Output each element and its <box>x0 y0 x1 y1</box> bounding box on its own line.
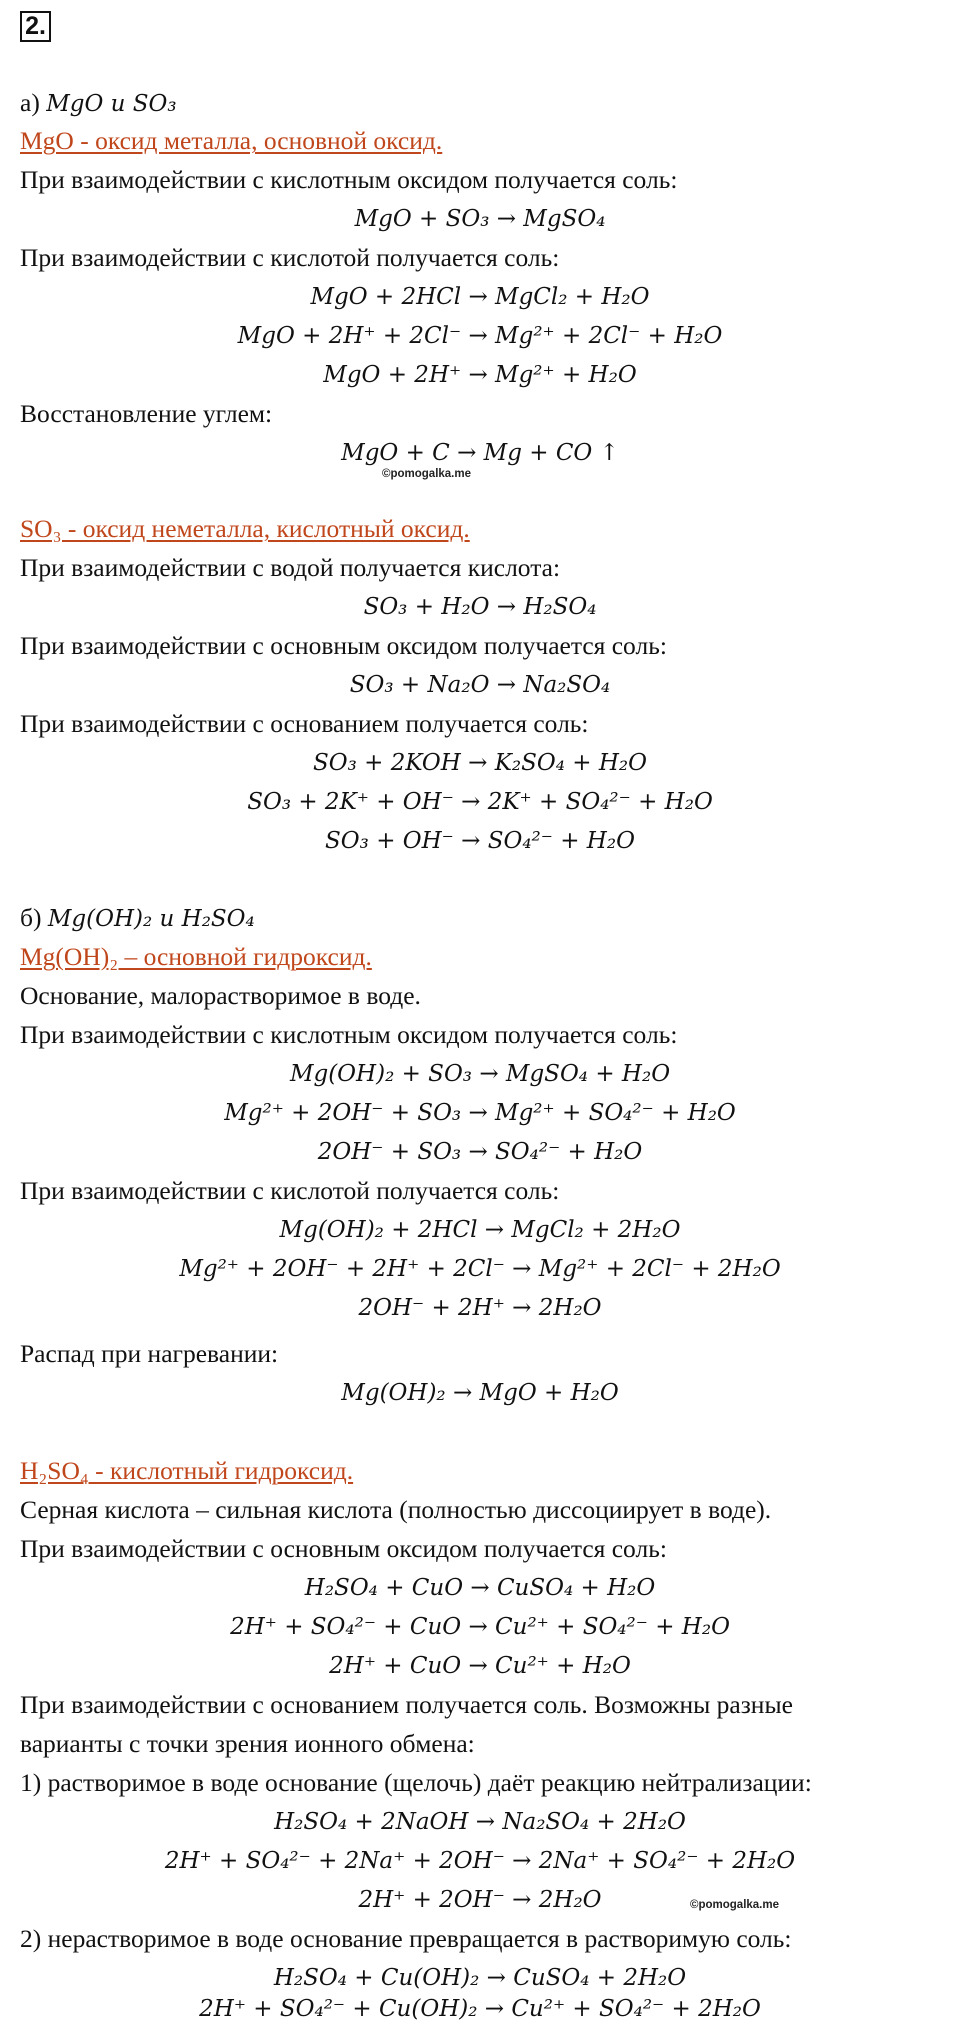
part-b-formula: Mg(OH)₂ и H₂SO₄ <box>47 906 255 932</box>
mgo-text-1: При взаимодействии с кислотным оксидом получается соль: <box>20 165 678 194</box>
mgoh2-heading: Mg(OH)₂ – основной гидроксид. <box>20 942 372 971</box>
mgoh2-equation-6: 2OH⁻ + 2H⁺ → 2H₂O <box>358 1295 602 1321</box>
task-number-box: 2. <box>20 11 51 42</box>
mgo-equation-3: MgO + 2H⁺ + 2Cl⁻ → Mg²⁺ + 2Cl⁻ + H₂O <box>237 323 723 349</box>
mgo-equation-5: MgO + C → Mg + CO ↑ <box>341 440 619 466</box>
so3-equation-4: SO₃ + 2K⁺ + OH⁻ → 2K⁺ + SO₄²⁻ + H₂O <box>247 789 713 815</box>
h2so4-heading: H₂SO₄ - кислотный гидроксид. <box>20 1456 354 1485</box>
so3-equation-2: SO₃ + Na₂O → Na₂SO₄ <box>349 672 611 698</box>
h2so4-equation-5: 2H⁺ + SO₄²⁻ + 2Na⁺ + 2OH⁻ → 2Na⁺ + SO₄²⁻ + 2H₂O <box>164 1848 796 1874</box>
part-a-prefix: а) <box>20 88 47 117</box>
mgoh2-text-3: При взаимодействии с кислотой получается соль: <box>20 1176 560 1205</box>
mgoh2-text-4: Распад при нагревании: <box>20 1339 279 1368</box>
mgo-text-3: Восстановление углем: <box>20 399 273 428</box>
h2so4-equation-4: H₂SO₄ + 2NaOH → Na₂SO₄ + 2H₂O <box>274 1809 686 1835</box>
mgo-equation-1: MgO + SO₃ → MgSO₄ <box>354 206 606 232</box>
so3-equation-3: SO₃ + 2KOH → K₂SO₄ + H₂O <box>313 750 647 776</box>
h2so4-equation-6: 2H⁺ + 2OH⁻ → 2H₂O <box>358 1887 602 1913</box>
part-b-prefix: б) <box>20 903 48 932</box>
mgoh2-equation-2: Mg²⁺ + 2OH⁻ + SO₃ → Mg²⁺ + SO₄²⁻ + H₂O <box>224 1100 736 1126</box>
mgo-text-2: При взаимодействии с кислотой получается соль: <box>20 243 560 272</box>
part-a-header <box>20 88 177 119</box>
mgoh2-equation-1: Mg(OH)₂ + SO₃ → MgSO₄ + H₂O <box>289 1061 671 1087</box>
mgoh2-equation-5: Mg²⁺ + 2OH⁻ + 2H⁺ + 2Cl⁻ → Mg²⁺ + 2Cl⁻ + 2H₂O <box>179 1256 781 1282</box>
h2so4-text-3: При взаимодействии с основанием получается соль. Возможны разные <box>20 1690 793 1719</box>
h2so4-equation-8: 2H⁺ + SO₄²⁻ + Cu(OH)₂ → Cu²⁺ + SO₄²⁻ + 2H₂O <box>199 1996 761 2022</box>
so3-equation-1: SO₃ + H₂O → H₂SO₄ <box>363 594 597 620</box>
mgo-heading: MgO - оксид металла, основной оксид. <box>20 126 443 155</box>
mgoh2-text-1: Основание, малорастворимое в воде. <box>20 981 421 1010</box>
watermark-2: ©pomogalka.me <box>690 1899 779 1911</box>
h2so4-equation-1: H₂SO₄ + CuO → CuSO₄ + H₂O <box>304 1575 656 1601</box>
watermark-1: ©pomogalka.me <box>382 468 471 480</box>
mgoh2-equation-4: Mg(OH)₂ + 2HCl → MgCl₂ + 2H₂O <box>279 1217 681 1243</box>
mgoh2-equation-3: 2OH⁻ + SO₃ → SO₄²⁻ + H₂O <box>317 1139 643 1165</box>
h2so4-equation-2: 2H⁺ + SO₄²⁻ + CuO → Cu²⁺ + SO₄²⁻ + H₂O <box>230 1614 730 1640</box>
h2so4-text-4: варианты с точки зрения ионного обмена: <box>20 1729 475 1758</box>
so3-heading: SO₃ - оксид неметалла, кислотный оксид. <box>20 514 470 543</box>
mgo-equation-2: MgO + 2HCl → MgCl₂ + H₂O <box>310 284 650 310</box>
part-a-formula: MgO и SO₃ <box>46 91 177 117</box>
so3-text-1: При взаимодействии с водой получается кислота: <box>20 553 561 582</box>
so3-text-2: При взаимодействии с основным оксидом получается соль: <box>20 631 667 660</box>
mgo-equation-4: MgO + 2H⁺ → Mg²⁺ + H₂O <box>323 362 637 388</box>
part-b-header <box>20 903 255 934</box>
h2so4-text-5: 1) растворимое в воде основание (щелочь) даёт реакцию нейтрализации: <box>20 1768 812 1797</box>
h2so4-text-1: Серная кислота – сильная кислота (полностью диссоциирует в воде). <box>20 1495 772 1524</box>
mgoh2-text-2: При взаимодействии с кислотным оксидом получается соль: <box>20 1020 678 1049</box>
mgoh2-equation-7: Mg(OH)₂ → MgO + H₂O <box>341 1380 619 1406</box>
h2so4-equation-3: 2H⁺ + CuO → Cu²⁺ + H₂O <box>329 1653 631 1679</box>
so3-text-3: При взаимодействии с основанием получается соль: <box>20 709 589 738</box>
so3-equation-5: SO₃ + OH⁻ → SO₄²⁻ + H₂O <box>325 828 635 854</box>
h2so4-text-2: При взаимодействии с основным оксидом получается соль: <box>20 1534 667 1563</box>
h2so4-text-6: 2) нерастворимое в воде основание превращается в растворимую соль: <box>20 1924 792 1953</box>
h2so4-equation-7: H₂SO₄ + Cu(OH)₂ → CuSO₄ + 2H₂O <box>273 1965 687 1991</box>
